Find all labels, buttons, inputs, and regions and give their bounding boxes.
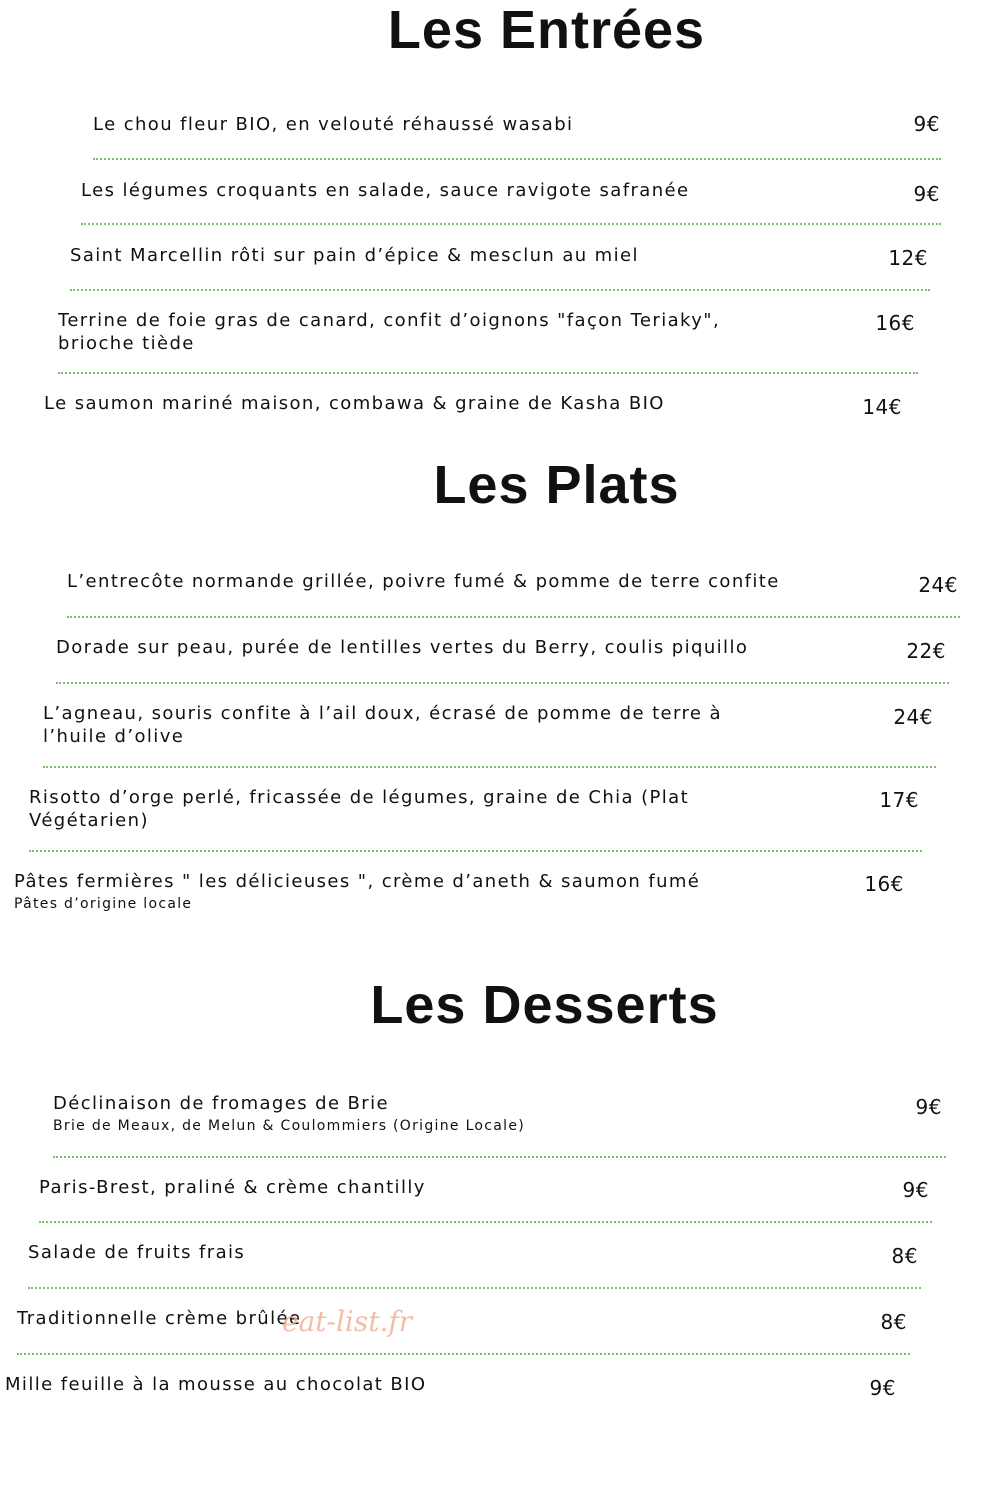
dotted-divider — [81, 223, 941, 225]
dish-price: 9€ — [869, 1376, 896, 1400]
dish-price: 8€ — [880, 1310, 907, 1334]
dish-price: 24€ — [918, 573, 958, 597]
dish-name: Traditionnelle crème brûlée — [17, 1308, 302, 1329]
dish-name-continued: Végétarien) — [29, 810, 149, 831]
dish-price: 9€ — [913, 182, 940, 206]
dotted-divider — [70, 289, 930, 291]
dish-price: 9€ — [915, 1095, 942, 1119]
dish-name: Le saumon mariné maison, combawa & graine de Kasha BIO — [44, 393, 665, 414]
dish-price: 22€ — [906, 639, 946, 663]
dish-name: Saint Marcellin rôti sur pain d’épice & mesclun au miel — [70, 245, 639, 266]
dish-note: Pâtes d’origine locale — [14, 896, 193, 912]
dish-name: Terrine de foie gras de canard, confit d’oignons "façon Teriaky", — [58, 310, 721, 331]
dotted-divider — [43, 766, 936, 768]
dish-price: 9€ — [902, 1178, 929, 1202]
section-title-plats: Les Plats — [433, 455, 680, 515]
dish-price: 17€ — [879, 788, 919, 812]
dish-name: Salade de fruits frais — [28, 1242, 246, 1263]
section-title-desserts: Les Desserts — [370, 975, 719, 1035]
dish-price: 9€ — [913, 112, 940, 136]
dotted-divider — [53, 1156, 946, 1158]
dotted-divider — [58, 372, 918, 374]
dish-name: Pâtes fermières " les délicieuses ", crème d’aneth & saumon fumé — [14, 871, 701, 892]
dish-name: Paris-Brest, praliné & crème chantilly — [39, 1177, 426, 1198]
dish-price: 8€ — [891, 1244, 918, 1268]
watermark: eat-list.fr — [282, 1305, 413, 1338]
dish-name-continued: brioche tiède — [58, 333, 195, 354]
dotted-divider — [29, 850, 922, 852]
dish-price: 12€ — [888, 246, 928, 270]
dish-name: Le chou fleur BIO, en velouté réhaussé wasabi — [93, 114, 574, 135]
dish-name: Les légumes croquants en salade, sauce ravigote safranée — [81, 180, 690, 201]
dotted-divider — [67, 616, 960, 618]
dotted-divider — [17, 1353, 910, 1355]
dish-price: 16€ — [875, 311, 915, 335]
section-title-entrees: Les Entrées — [387, 0, 706, 60]
dish-note: Brie de Meaux, de Melun & Coulommiers (Origine Locale) — [53, 1118, 526, 1134]
dish-price: 14€ — [862, 395, 902, 419]
dish-name: L’entrecôte normande grillée, poivre fumé & pomme de terre confite — [67, 571, 780, 592]
dish-name: Déclinaison de fromages de Brie — [53, 1093, 389, 1114]
dish-price: 16€ — [864, 872, 904, 896]
dish-name: L’agneau, souris confite à l’ail doux, écrasé de pomme de terre à — [43, 703, 722, 724]
dish-name: Risotto d’orge perlé, fricassée de légumes, graine de Chia (Plat — [29, 787, 690, 808]
dish-name-continued: l’huile d’olive — [43, 726, 185, 747]
dish-price: 24€ — [893, 705, 933, 729]
dotted-divider — [39, 1221, 932, 1223]
dotted-divider — [93, 158, 941, 160]
dish-name: Dorade sur peau, purée de lentilles vertes du Berry, coulis piquillo — [56, 637, 749, 658]
dotted-divider — [56, 682, 949, 684]
dotted-divider — [28, 1287, 921, 1289]
dish-name: Mille feuille à la mousse au chocolat BIO — [5, 1374, 427, 1395]
